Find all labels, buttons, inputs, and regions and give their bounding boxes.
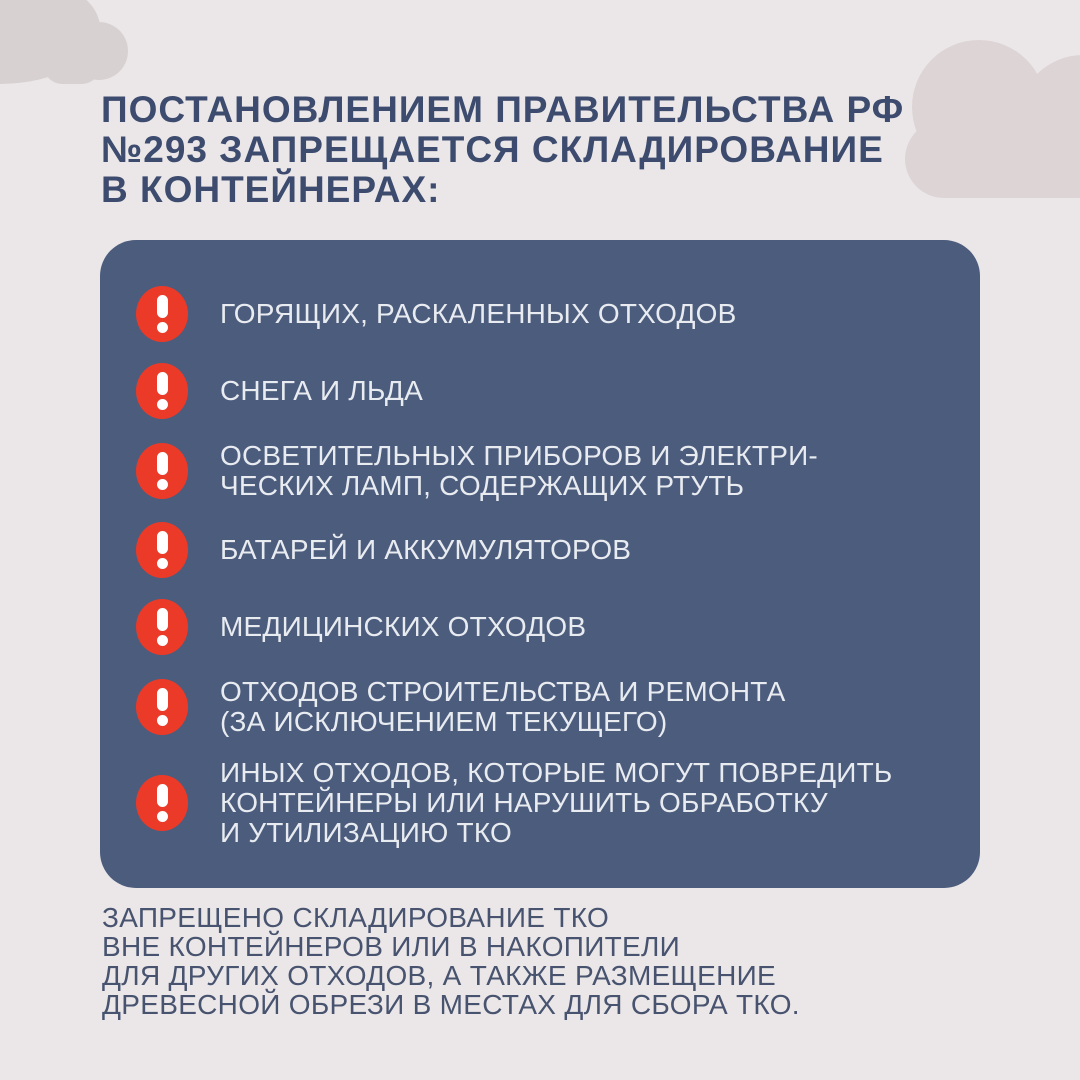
list-item xyxy=(136,599,942,655)
list-item-line: КОНТЕЙНЕРЫ ИЛИ НАРУШИТЬ ОБРАБОТКУ xyxy=(220,786,828,818)
exclamation-bar xyxy=(157,295,168,318)
list-item-text xyxy=(220,376,423,406)
exclamation-bar xyxy=(157,452,168,475)
exclamation-bar xyxy=(157,608,168,631)
footer-line: ДРЕВЕСНОЙ ОБРЕЗИ В МЕСТАХ ДЛЯ СБОРА ТКО. xyxy=(102,989,800,1020)
list-item-text xyxy=(220,612,586,642)
page-title xyxy=(101,90,904,210)
exclamation-dot xyxy=(157,322,168,333)
footer-line: ВНЕ КОНТЕЙНЕРОВ ИЛИ В НАКОПИТЕЛИ xyxy=(102,931,681,962)
exclamation-icon xyxy=(136,522,188,578)
exclamation-icon xyxy=(136,599,188,655)
exclamation-dot xyxy=(157,635,168,646)
exclamation-icon xyxy=(136,443,188,499)
exclamation-dot xyxy=(157,558,168,569)
list-item-text xyxy=(220,758,893,848)
title-line: ПОСТАНОВЛЕНИЕМ ПРАВИТЕЛЬСТВА РФ xyxy=(101,89,905,130)
cloud-shape xyxy=(44,48,100,84)
exclamation-dot xyxy=(157,811,168,822)
exclamation-icon xyxy=(136,286,188,342)
list-item-text xyxy=(220,677,786,737)
list-item xyxy=(136,286,942,342)
title-line: №293 ЗАПРЕЩАЕТСЯ СКЛАДИРОВАНИЕ xyxy=(101,129,884,170)
exclamation-dot xyxy=(157,715,168,726)
list-item-line: ЧЕСКИХ ЛАМП, СОДЕРЖАЩИХ РТУТЬ xyxy=(220,469,745,501)
list-item xyxy=(136,758,942,848)
list-item xyxy=(136,363,942,419)
list-item-line: ГОРЯЩИХ, РАСКАЛЕННЫХ ОТХОДОВ xyxy=(220,298,737,329)
list-item-line: СНЕГА И ЛЬДА xyxy=(220,375,423,407)
footer-line: ДЛЯ ДРУГИХ ОТХОДОВ, А ТАКЖЕ РАЗМЕЩЕНИЕ xyxy=(102,960,777,991)
exclamation-icon xyxy=(136,679,188,735)
list-item-line: ОТХОДОВ СТРОИТЕЛЬСТВА И РЕМОНТА xyxy=(220,675,786,707)
list-item xyxy=(136,522,942,578)
list-item-text xyxy=(220,535,631,565)
exclamation-bar xyxy=(157,531,168,554)
list-item-line: ИНЫХ ОТХОДОВ, КОТОРЫЕ МОГУТ ПОВРЕДИТЬ xyxy=(220,756,893,788)
list-item-line: МЕДИЦИНСКИХ ОТХОДОВ xyxy=(220,611,587,643)
prohibited-items-card xyxy=(100,240,980,888)
footer-note xyxy=(102,903,800,1019)
list-item-text xyxy=(220,299,737,329)
footer-line: ЗАПРЕЩЕНО СКЛАДИРОВАНИЕ ТКО xyxy=(102,902,610,933)
list-item-line: И УТИЛИЗАЦИЮ ТКО xyxy=(220,816,512,848)
exclamation-dot xyxy=(157,399,168,410)
list-item-line: ОСВЕТИТЕЛЬНЫХ ПРИБОРОВ И ЭЛЕКТРИ- xyxy=(220,439,818,471)
exclamation-dot xyxy=(157,479,168,490)
list-item xyxy=(136,441,942,501)
list-item xyxy=(136,677,942,737)
exclamation-bar xyxy=(157,372,168,395)
exclamation-icon xyxy=(136,775,188,831)
list-item-text xyxy=(220,441,818,501)
exclamation-icon xyxy=(136,363,188,419)
list-item-line: БАТАРЕЙ И АККУМУЛЯТОРОВ xyxy=(220,533,632,565)
list-item-line: (ЗА ИСКЛЮЧЕНИЕМ ТЕКУЩЕГО) xyxy=(220,705,668,737)
exclamation-bar xyxy=(157,784,168,807)
exclamation-bar xyxy=(157,688,168,711)
title-line: В КОНТЕЙНЕРАХ: xyxy=(101,169,441,210)
